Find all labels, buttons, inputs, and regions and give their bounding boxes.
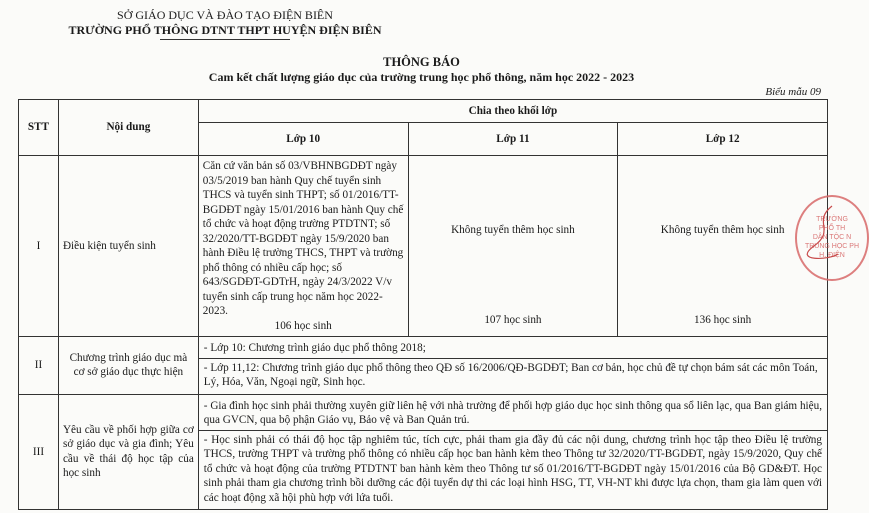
row-number: I <box>19 156 59 337</box>
row-content: Chương trình giáo dục mà cơ sở giáo dục thực hiện <box>58 337 198 395</box>
header-grade-group: Chia theo khối lớp <box>198 100 827 123</box>
header-grade-12: Lớp 12 <box>618 123 828 156</box>
commitment-table <box>18 99 828 510</box>
department-name: SỞ GIÁO DỤC VÀ ĐÀO TẠO ĐIỆN BIÊN <box>117 8 333 22</box>
requirement-line: - Gia đình học sinh phải thường xuyên giữ liên hệ với nhà trường để phối hợp giáo dục học sinh thông qua sổ liên lạc, qua Ban giám hiệu, qua GVCN, qua bộ phận Giáo vụ, Bảo vệ và Ban Quản trú. <box>199 397 827 431</box>
header-underline <box>160 39 290 40</box>
school-name: TRƯỜNG PHỔ THÔNG DTNT THPT HUYỆN ĐIỆN BIÊN <box>68 23 382 37</box>
row-number: III <box>19 394 59 510</box>
grade-11-student-count: 107 học sinh <box>484 314 542 326</box>
signature-mark <box>802 202 842 262</box>
seal-text: TRƯỜNG PHỔ TH DÂN TỘC N TRUNG HỌC PH H. ĐIỆN <box>804 216 860 259</box>
table-row <box>19 337 828 395</box>
curriculum-cell <box>198 337 827 395</box>
row-content: Yêu cầu về phối hợp giữa cơ sở giáo dục và gia đình; Yêu cầu về thái độ học tập của học sinh <box>58 394 198 510</box>
table-row <box>19 394 828 510</box>
grade-10-cell <box>198 156 408 337</box>
curriculum-line: - Lớp 11,12: Chương trình giáo dục phổ thông theo QĐ số 16/2006/QĐ-BGDĐT; Ban cơ bản, học chủ đề tự chọn bám sát các môn Toán, Lý, Hóa, Văn, Ngoại ngữ, Sinh học. <box>203 361 818 388</box>
header-grade-10: Lớp 10 <box>198 123 408 156</box>
notice-subtitle: Cam kết chất lượng giáo dục của trường trung học phổ thông, năm học 2022 - 2023 <box>208 70 635 84</box>
grade-11-admission-text: Không tuyển thêm học sinh <box>451 223 575 236</box>
requirements-cell <box>198 394 827 510</box>
notice-title: THÔNG BÁO <box>383 55 460 69</box>
grade-12-student-count: 136 học sinh <box>694 314 752 326</box>
table-header-row <box>19 100 828 123</box>
curriculum-line: - Lớp 10: Chương trình giáo dục phổ thông 2018; <box>199 339 827 359</box>
form-code: Biểu mẫu 09 <box>765 86 821 98</box>
requirement-line: - Học sinh phải có thái độ học tập nghiêm túc, tích cực, phải tham gia đầy đủ các nội dung, chương trình học tập theo Điều lệ trường THCS, trường THPT và trường phổ thông có nhiều cấp học ban hành kèm theo Thông tư 32/2020/TT-BGDĐT, ngày 15/9/2020, Quy chế tổ chức và hoạt động của trường PTDTNT ban hành kèm theo Thông tư số 01/2016/TT-BGDĐT ngày 15/01/2016 của Bộ GD&ĐT. Học sinh phải tham gia chương trình bồi dưỡng các đội tuyển dự thi các loại hình HSG, TT, VH-NT khi được lựa chọn, tham gia làm quen với các hoạt động xã hội phù hợp với lứa tuổi. <box>203 433 822 504</box>
grade-11-cell <box>408 156 618 337</box>
admission-basis-text: Căn cứ văn bản số 03/VBHNBGDĐT ngày 03/5/2019 ban hành Quy chế tuyển sinh THCS và tuyển sinh THPT; số 01/2016/TT-BGDĐT ngày 15/01/2016 ban hành Quy chế tổ chức và hoạt động trường PTDTNT; số 32/2020/TT-BGDĐT ngày 15/9/2020 ban hành Điều lệ trường THCS, THPT và trường phổ thông có nhiều cấp học; số 643/SGDĐT-GDTrH, ngày 24/3/2022 V/v tuyển sinh cấp trung học năm học 2022-2023. <box>202 160 404 317</box>
document-header <box>60 8 390 40</box>
header-grade-11: Lớp 11 <box>408 123 618 156</box>
grade-10-student-count: 106 học sinh <box>274 319 332 332</box>
row-content: Điều kiện tuyển sinh <box>58 156 198 337</box>
header-stt: STT <box>19 100 59 156</box>
header-content: Nội dung <box>58 100 198 156</box>
row-number: II <box>19 337 59 395</box>
grade-12-admission-text: Không tuyển thêm học sinh <box>660 223 785 236</box>
table-row <box>19 156 828 337</box>
